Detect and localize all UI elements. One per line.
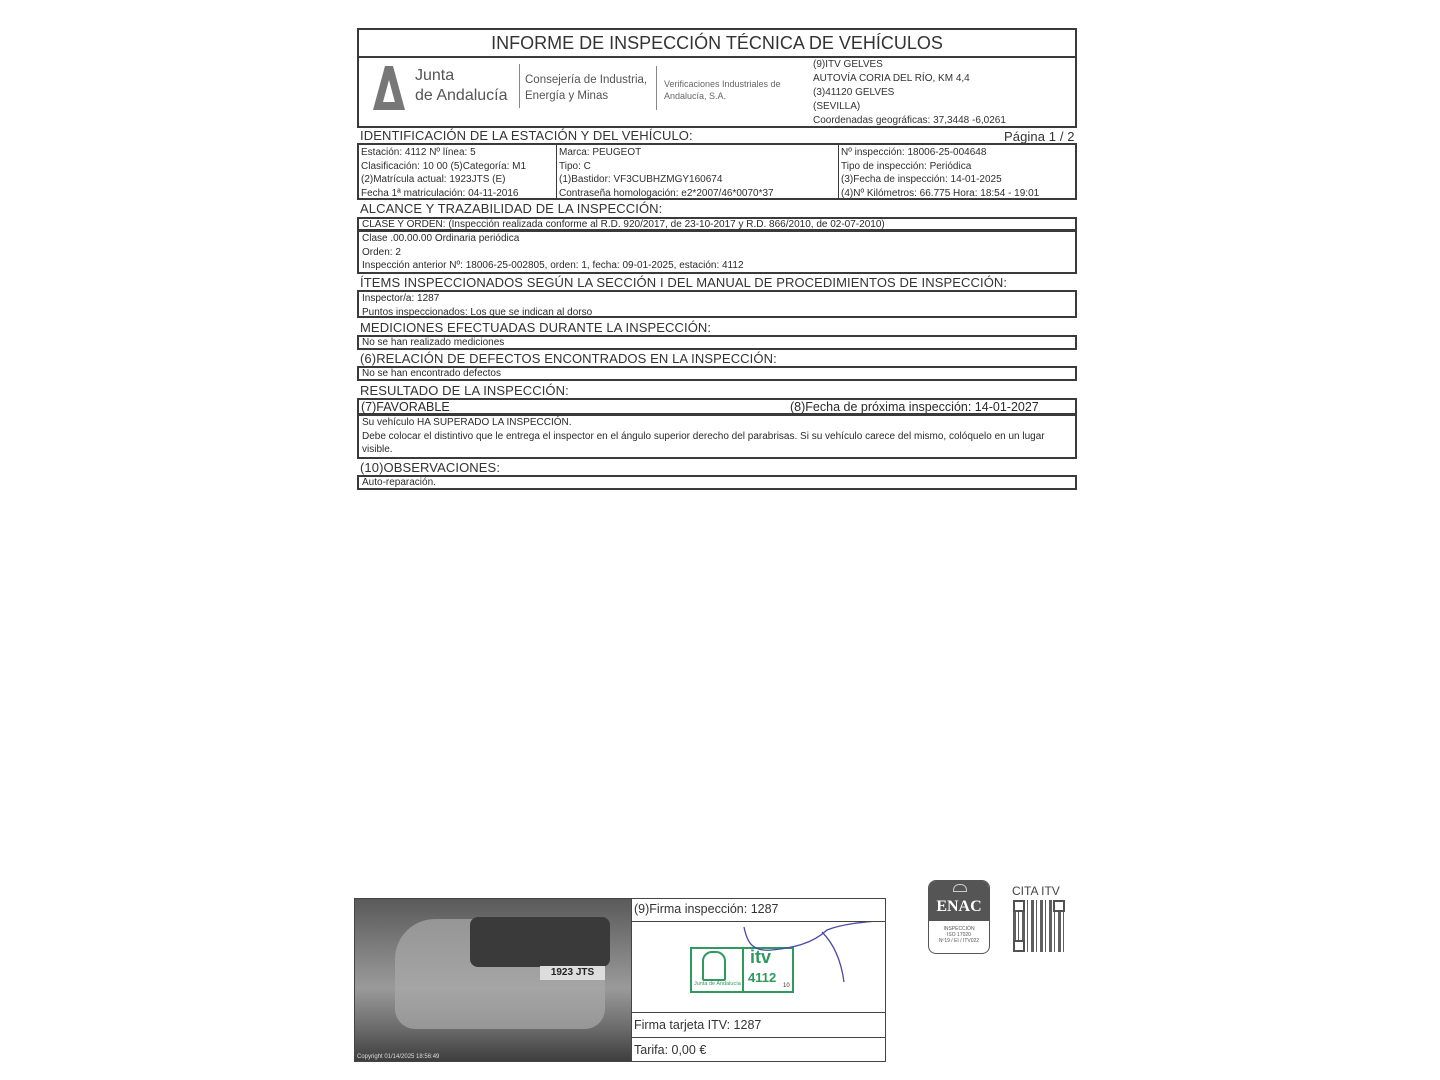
crown-icon bbox=[953, 884, 967, 892]
inspection-column: Nº inspección: 18006-25-004648 Tipo de inspección: Periódica (3)Fecha de inspección: 14-01-2025 (4)Nº Kilómetros: 66.775 Hora: 18:54 - 19:01 bbox=[838, 145, 1075, 198]
itv-stamp: Junta de Andalucía itv 4112 10 bbox=[690, 947, 794, 993]
section-heading-mediciones: MEDICIONES EFECTUADAS DURANTE LA INSPECCIÓN: bbox=[360, 320, 712, 335]
consejeria-text: Consejería de Industria, Energía y Minas bbox=[525, 74, 648, 102]
cita-itv-label: CITA ITV bbox=[1012, 884, 1060, 898]
next-inspection-date: (8)Fecha de próxima inspección: 14-01-2027 bbox=[790, 400, 1039, 414]
section-heading-identificacion: IDENTIFICACIÓN DE LA ESTACIÓN Y DEL VEHÍCULO: bbox=[360, 128, 693, 143]
section-heading-observaciones: (10)OBSERVACIONES: bbox=[360, 460, 501, 475]
vehicle-column: Marca: PEUGEOT Tipo: C (1)Bastidor: VF3CUBHZMGY160674 Contraseña homologación: e2*2007/46*0070*37 bbox=[556, 145, 838, 198]
car-rear-window bbox=[470, 917, 610, 967]
result-status: (7)FAVORABLE bbox=[361, 400, 450, 414]
report-header bbox=[357, 28, 1077, 128]
firma-inspeccion: (9)Firma inspección: 1287 bbox=[632, 899, 885, 922]
firma-tarjeta: Firma tarjeta ITV: 1287 bbox=[632, 1013, 885, 1038]
resultado-message: Su vehículo HA SUPERADO LA INSPECCIÓN. Debe colocar el distintivo que le entrega el inspector en el ángulo superior derecho del parabrisas. Si su vehículo carece del mismo, colóquelo en un lugar visible. bbox=[357, 414, 1077, 459]
section-heading-resultado: RESULTADO DE LA INSPECCIÓN: bbox=[360, 383, 569, 398]
page-number: Página 1 / 2 bbox=[1004, 129, 1075, 144]
section-heading-defectos: (6)RELACIÓN DE DEFECTOS ENCONTRADOS EN LA INSPECCIÓN: bbox=[360, 351, 777, 366]
alcance-details: Clase .00.00.00 Ordinaria periódica Orden: 2 Inspección anterior Nº: 18006-25-002805, orden: 1, fecha: 09-01-2025, estación: 4112 bbox=[357, 230, 1077, 274]
handwritten-signature-icon bbox=[732, 922, 892, 992]
station-address: (9)ITV GELVES AUTOVÍA CORIA DEL RÍO, KM 4,4 (3)41120 GELVES (SEVILLA) Coordenadas geográficas: 37,3448 -6,0261 bbox=[813, 59, 1006, 126]
defectos-box: No se han encontrado defectos bbox=[357, 366, 1077, 381]
section-heading-items: ÍTEMS INSPECCIONADOS SEGÚN LA SECCIÓN I DEL MANUAL DE PROCEDIMIENTOS DE INSPECCIÓN: bbox=[360, 275, 1008, 290]
tarifa: Tarifa: 0,00 € bbox=[634, 1043, 707, 1057]
observaciones-box: Auto-reparación. bbox=[357, 475, 1077, 490]
resultado-box bbox=[357, 398, 1077, 415]
section-heading-alcance: ALCANCE Y TRAZABILIDAD DE LA INSPECCIÓN: bbox=[360, 201, 663, 216]
qr-code-icon[interactable] bbox=[1013, 900, 1065, 952]
divider bbox=[519, 64, 520, 108]
mediciones-box: No se han realizado mediciones bbox=[357, 335, 1077, 350]
stamp-area bbox=[632, 922, 885, 1013]
enac-badge bbox=[928, 880, 990, 954]
enac-accreditation: INSPECCIÓN ISO 17020 Nº19 / EI / ITV022 bbox=[938, 926, 980, 944]
divider bbox=[656, 66, 657, 110]
verificaciones-text: Verificaciones Industriales de Andalucía, S.A. bbox=[664, 79, 781, 101]
junta-seal-icon bbox=[702, 951, 726, 981]
identification-table bbox=[357, 143, 1077, 200]
vehicle-photo bbox=[354, 898, 632, 1062]
station-column: Estación: 4112 Nº línea: 5 Clasificación: 10 00 (5)Categoría: M1 (2)Matrícula actual: 1923JTS (E) Fecha 1ª matriculación: 04-11-2016 bbox=[361, 147, 527, 199]
signature-box bbox=[631, 898, 886, 1062]
enac-logo: ENAC bbox=[929, 881, 989, 921]
photo-caption: Copyright 01/14/2025 18:56:49 bbox=[357, 1054, 440, 1060]
clase-orden-box: CLASE Y ORDEN: (Inspección realizada conforme al R.D. 920/2017, de 23-10-2017 y R.D. 866/2010, de 02-07-2010) bbox=[357, 217, 1077, 231]
logo-text: Junta de Andalucía bbox=[415, 67, 508, 104]
license-plate: 1923 JTS bbox=[540, 966, 605, 980]
items-box: Inspector/a: 1287 Puntos inspeccionados: Los que se indican al dorso bbox=[357, 290, 1077, 318]
junta-andalucia-logo-icon bbox=[373, 66, 405, 110]
report-title: INFORME DE INSPECCIÓN TÉCNICA DE VEHÍCULOS bbox=[359, 30, 1075, 58]
